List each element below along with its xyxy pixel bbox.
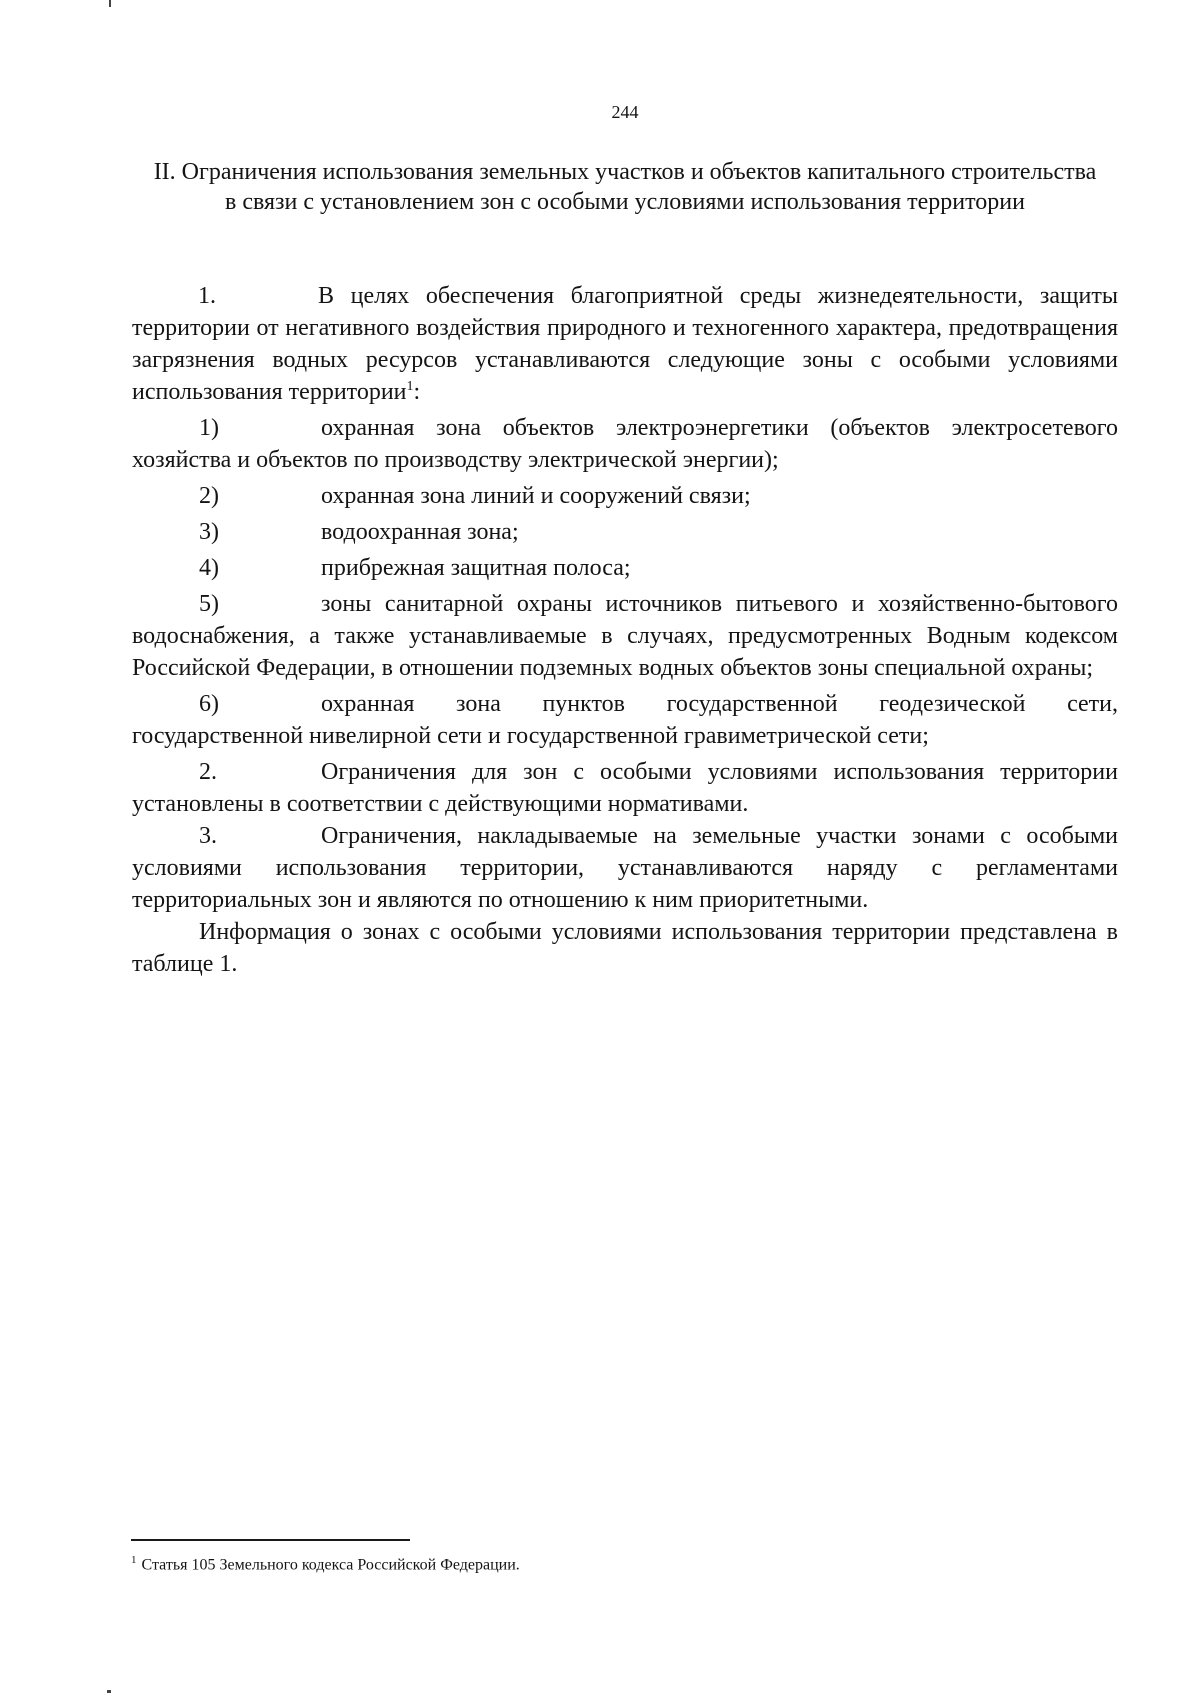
list-item-first-line: водоохранная зона; — [321, 519, 519, 545]
list-item-continuation: водоснабжения, а также устанавливаемые в случаях, предусмотренных Водным кодексом Российской Федерации, в отношении подземных водных объектов зоны специальной охраны; — [132, 623, 1118, 681]
footnote-divider — [131, 1539, 410, 1541]
list-item-number: 5) — [199, 591, 219, 617]
paragraph-2 — [132, 756, 1118, 820]
list-item — [132, 688, 1118, 752]
list-item-first-line: охранная зона пунктов государственной геодезической сети, — [321, 691, 1118, 717]
paragraph-continuation: территории от негативного воздействия природного и техногенного характера, предотвращения загрязнения водных ресурсов устанавливаются следующие зоны с особыми условиями использования территории — [132, 315, 1118, 405]
footnote-marker: 1 — [131, 1554, 137, 1566]
footnote-reference: 1 — [406, 379, 414, 394]
page-number: 244 — [611, 102, 639, 122]
paragraph-3 — [132, 820, 1118, 916]
list-item-continuation: хозяйства и объектов по производству электрической энергии); — [132, 447, 779, 473]
paragraph-continuation: условиями использования территории, устанавливаются наряду с регламентами территориальных зон и являются по отношению к ним приоритетными. — [132, 855, 1118, 913]
list-item-number: 1) — [199, 415, 219, 441]
scan-edge-mark-bottom — [107, 1690, 111, 1693]
list-item-number: 4) — [199, 555, 219, 581]
paragraph-continuation: установлены в соответствии с действующими нормативами. — [132, 791, 749, 817]
list-item — [132, 588, 1118, 684]
paragraph-1 — [132, 280, 1118, 408]
list-item — [132, 552, 1118, 584]
list-item — [132, 412, 1118, 476]
list-item-number: 6) — [199, 691, 219, 717]
paragraph-colon: : — [413, 379, 421, 405]
paragraph-first-line: Ограничения, накладываемые на земельные участки зонами с особыми — [321, 823, 1118, 849]
paragraph-first-line: В целях обеспечения благоприятной среды жизнедеятельности, защиты — [318, 283, 1118, 309]
list-item — [132, 516, 1118, 548]
footnote-text: Статья 105 Земельного кодекса Российской Федерации. — [141, 1556, 520, 1574]
document-body — [132, 280, 1118, 980]
section-title: II. Ограничения использования земельных участков и объектов капитального строительства в связи с установлением зон с особыми условиями использования территории — [153, 159, 1097, 215]
list-item — [132, 480, 1118, 512]
paragraph-number: 2. — [199, 759, 217, 785]
list-item-first-line: зоны санитарной охраны источников питьевого и хозяйственно-бытового — [321, 591, 1118, 617]
scan-edge-mark-top — [109, 0, 111, 7]
paragraph-number: 1. — [198, 283, 216, 309]
closing-paragraph: Информация о зонах с особыми условиями использования территории представлена в таблице 1. — [132, 919, 1118, 977]
list-item-number: 3) — [199, 519, 219, 545]
list-item-number: 2) — [199, 483, 219, 509]
paragraph-first-line: Ограничения для зон с особыми условиями использования территории — [321, 759, 1118, 785]
paragraph-number: 3. — [199, 823, 217, 849]
footnote — [131, 1554, 1031, 1574]
list-item-first-line: охранная зона объектов электроэнергетики (объектов электросетевого — [321, 415, 1118, 441]
list-item-first-line: охранная зона линий и сооружений связи; — [321, 483, 751, 509]
list-item-continuation: государственной нивелирной сети и государственной гравиметрической сети; — [132, 723, 929, 749]
list-item-first-line: прибрежная защитная полоса; — [321, 555, 631, 581]
